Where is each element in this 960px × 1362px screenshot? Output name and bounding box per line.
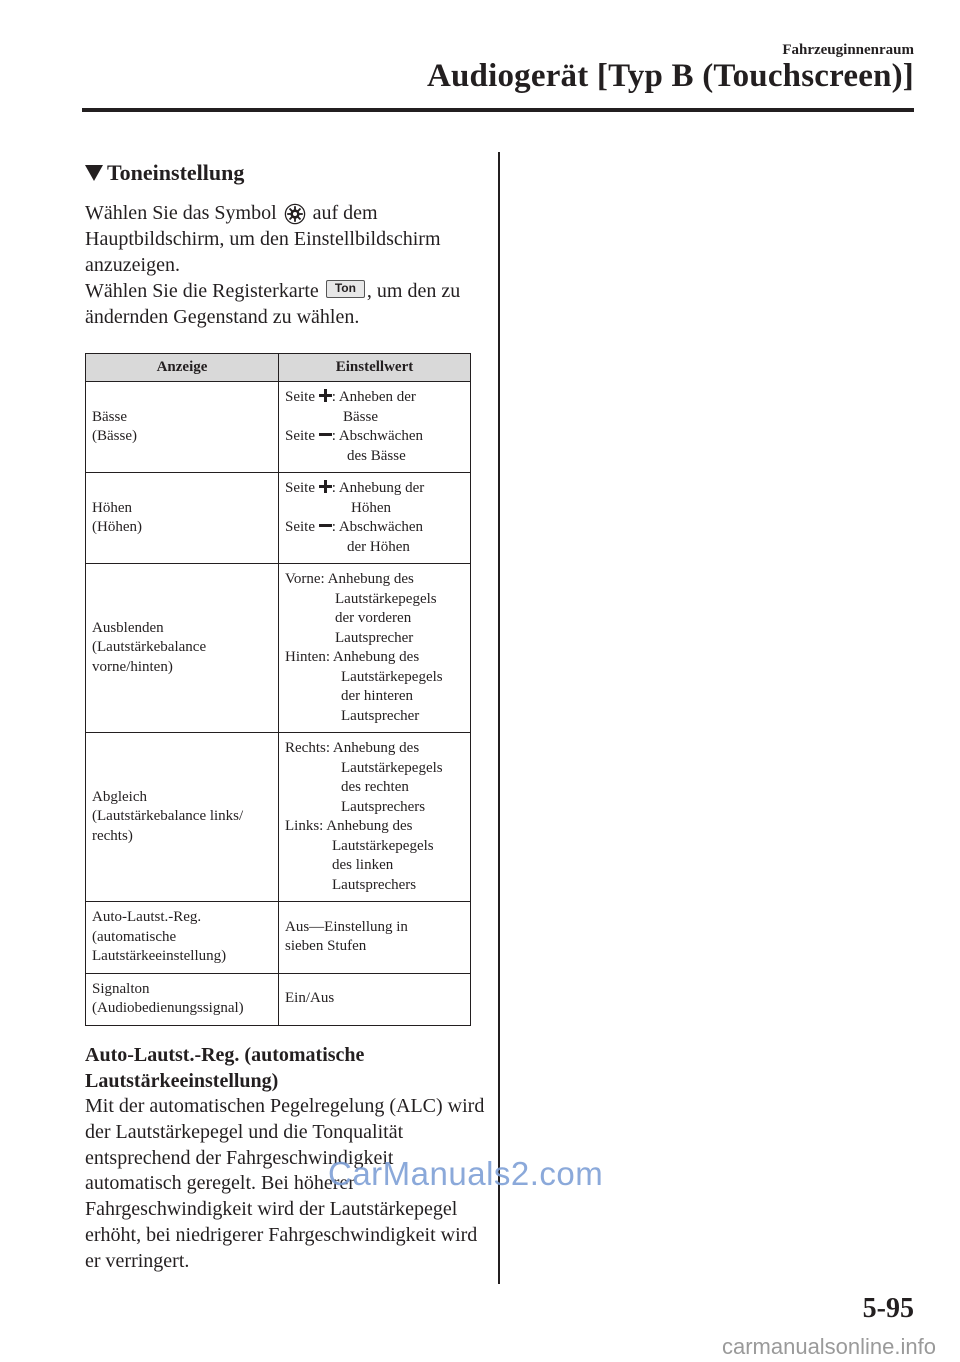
page-number: 5-95 (862, 1293, 914, 1324)
sound-settings-table (85, 353, 471, 1026)
table-row (86, 382, 471, 473)
plus-icon (319, 480, 332, 493)
row-bass-indicator: Bässe (Bässe) (86, 382, 279, 473)
header-title: Audiogerät [Typ B (Touchscreen)] (426, 58, 914, 94)
col-header-value: Einstellwert (279, 354, 471, 382)
row-treble-indicator: Höhen (Höhen) (86, 473, 279, 564)
row-bass-value: Seite : Anheben der Bässe Seite : Abschwächen des Bässe (279, 382, 471, 473)
section-heading-text: Toneinstellung (107, 160, 245, 185)
table-header-row (86, 354, 471, 382)
intro-text-1b: auf dem Hauptbildschirm, um den Einstellbildschirm anzuzeigen. (85, 202, 441, 276)
row-beep-value: Ein/Aus (279, 973, 471, 1025)
row-beep-indicator: Signalton (Audiobedienungssignal) (86, 973, 279, 1025)
col-header-indicator: Anzeige (86, 354, 279, 382)
alc-section-heading: Auto-Lautst.-Reg. (automatische Lautstärkeeinstellung) (85, 1044, 365, 1092)
column-divider (498, 152, 500, 1284)
intro-text-2a: Wählen Sie die Registerkarte (85, 280, 319, 302)
row-alc-value: Aus—Einstellung in sieben Stufen (279, 902, 471, 974)
row-balance-value: Rechts: Anhebung des Lautstärkepegels des rechten Lautsprechers Links: Anhebung des Lautstärkepegels des linken Lautsprechers (279, 733, 471, 902)
table-row (86, 973, 471, 1025)
alc-section-body: Mit der automatischen Pegelregelung (ALC) wird der Lautstärkepegel und die Tonqualität entsprechend der Fahrgeschwindigkeit automatisch geregelt. Bei höherer Fahrgeschwindigkeit wird der Lautstärkepegel erhöht, bei niedrigerer Fahrgeschwindigkeit wird er verringert. (85, 1095, 485, 1272)
table-row (86, 564, 471, 733)
settings-gear-icon (284, 203, 306, 225)
triangle-bullet-icon (85, 165, 103, 181)
plus-icon (319, 389, 332, 402)
intro-text-2b: , um den zu ändernden Gegenstand zu wählen. (85, 280, 461, 328)
header-section-label: Fahrzeuginnenraum (782, 42, 914, 58)
intro-paragraph (85, 200, 485, 330)
row-alc-indicator: Auto-Lautst.-Reg. (automatische Lautstärkeeinstellung) (86, 902, 279, 974)
header-rule (82, 108, 914, 112)
intro-text-1a: Wählen Sie das Symbol (85, 202, 277, 224)
row-fade-indicator: Ausblenden (Lautstärkebalance vorne/hinten) (86, 564, 279, 733)
watermark: CarManuals2.com (328, 1155, 604, 1192)
footer-url[interactable]: carmanualsonline.info (721, 1334, 936, 1359)
table-row (86, 733, 471, 902)
ton-tab-icon: Ton (326, 280, 365, 298)
row-treble-value: Seite : Anhebung der Höhen Seite : Abschwächen der Höhen (279, 473, 471, 564)
minus-icon (319, 519, 332, 532)
table-row (86, 473, 471, 564)
minus-icon (319, 428, 332, 441)
section-heading (85, 160, 244, 186)
row-balance-indicator: Abgleich (Lautstärkebalance links/ rechts) (86, 733, 279, 902)
row-fade-value: Vorne: Anhebung des Lautstärkepegels der vorderen Lautsprecher Hinten: Anhebung des Lautstärkepegels der hinteren Lautsprecher (279, 564, 471, 733)
table-row (86, 902, 471, 974)
